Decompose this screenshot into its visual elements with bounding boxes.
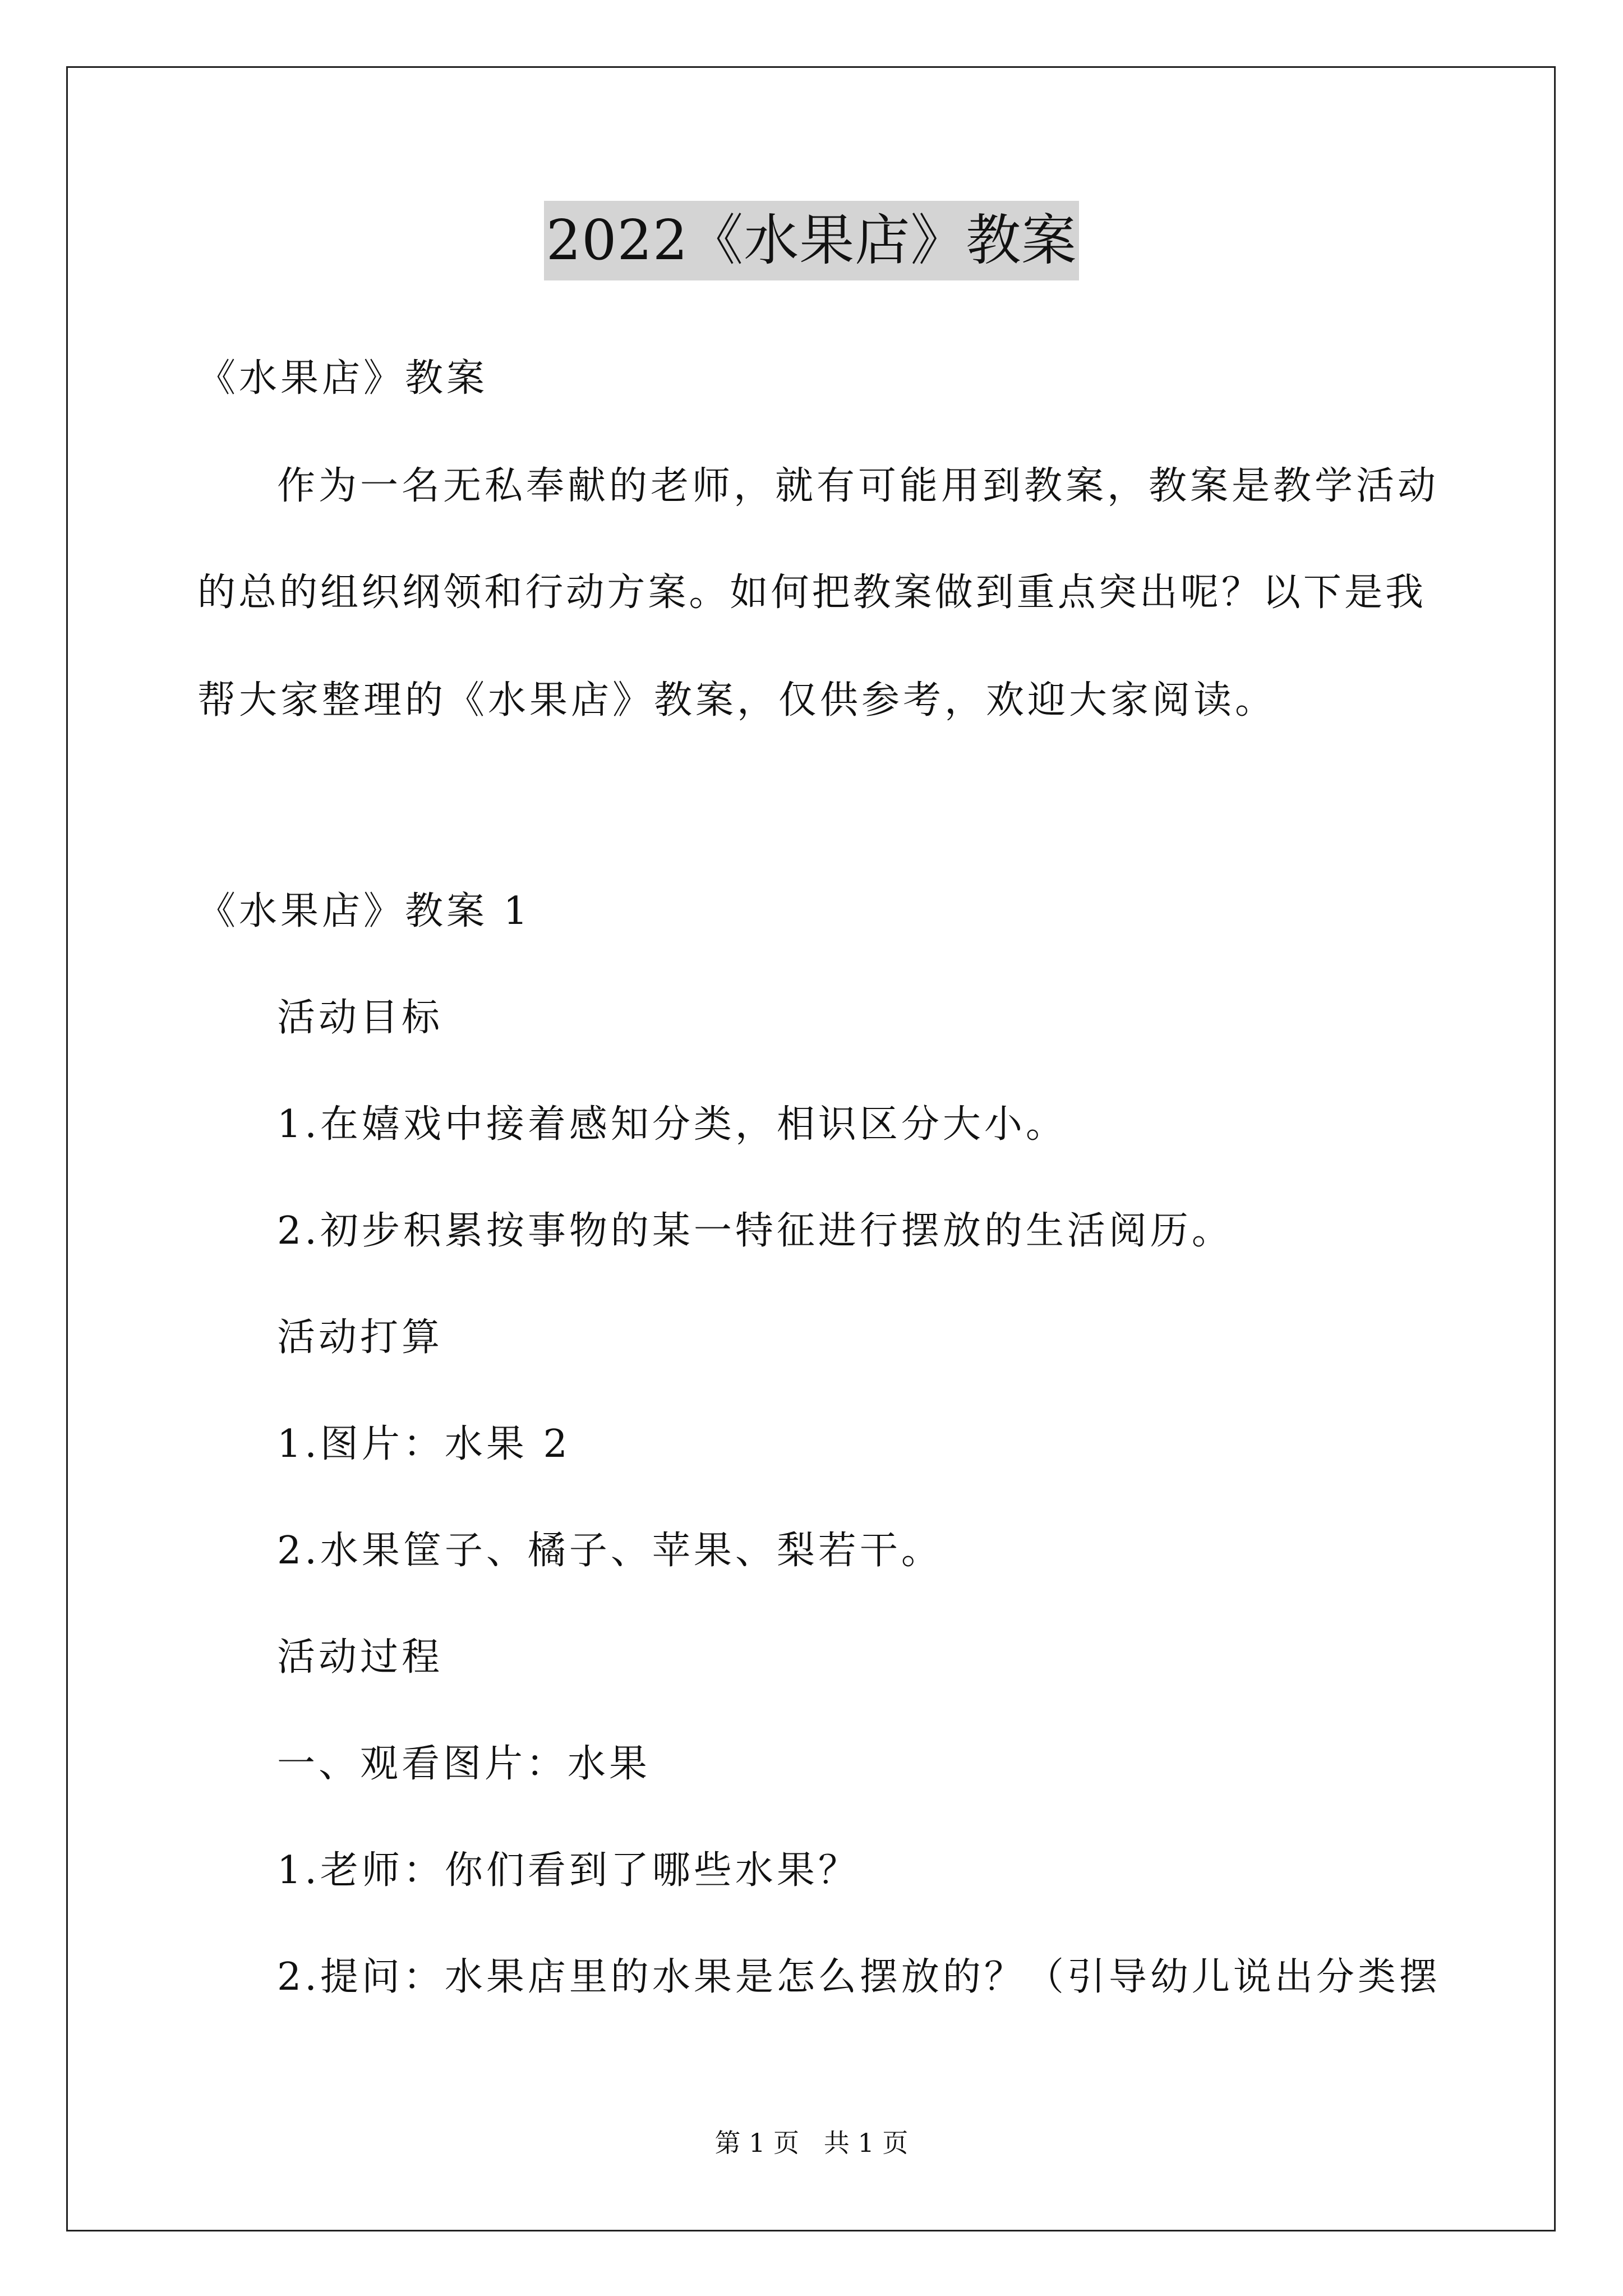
prep-item-2: 2.水果筐子、橘子、苹果、梨若干。 bbox=[277, 1529, 943, 1573]
heading-activity-goals: 活动目标 bbox=[277, 996, 444, 1040]
heading-activity-prep: 活动打算 bbox=[277, 1315, 444, 1360]
prep-item-1: 1.图片：水果 2 bbox=[277, 1422, 571, 1466]
process-substep-2: 2.提问：水果店里的水果是怎么摆放的？（引导幼儿说出分类摆 bbox=[277, 1955, 1441, 1999]
heading-activity-process: 活动过程 bbox=[277, 1635, 444, 1680]
intro-line-2: 的总的组织纲领和行动方案。如何把教案做到重点突出呢？以下是我 bbox=[197, 570, 1426, 615]
intro-line-3: 帮大家整理的《水果店》教案，仅供参考，欢迎大家阅读。 bbox=[197, 678, 1277, 723]
process-step-1: 一、观看图片：水果 bbox=[277, 1742, 651, 1786]
goal-item-2: 2.初步积累按事物的某一特征进行摆放的生活阅历。 bbox=[277, 1209, 1233, 1253]
title-container bbox=[0, 201, 1623, 280]
goal-item-1: 1.在嬉戏中接着感知分类，相识区分大小。 bbox=[277, 1102, 1067, 1147]
process-substep-1: 1.老师：你们看到了哪些水果？ bbox=[277, 1848, 860, 1893]
intro-line-1: 作为一名无私奉献的老师，就有可能用到教案，教案是教学活动 bbox=[277, 464, 1440, 508]
page-footer: 第 1 页 共 1 页 bbox=[714, 2128, 909, 2158]
section-heading: 《水果店》教案 1 bbox=[197, 889, 531, 933]
document-title: 2022《水果店》教案 bbox=[544, 201, 1079, 280]
subtitle: 《水果店》教案 bbox=[197, 356, 488, 401]
